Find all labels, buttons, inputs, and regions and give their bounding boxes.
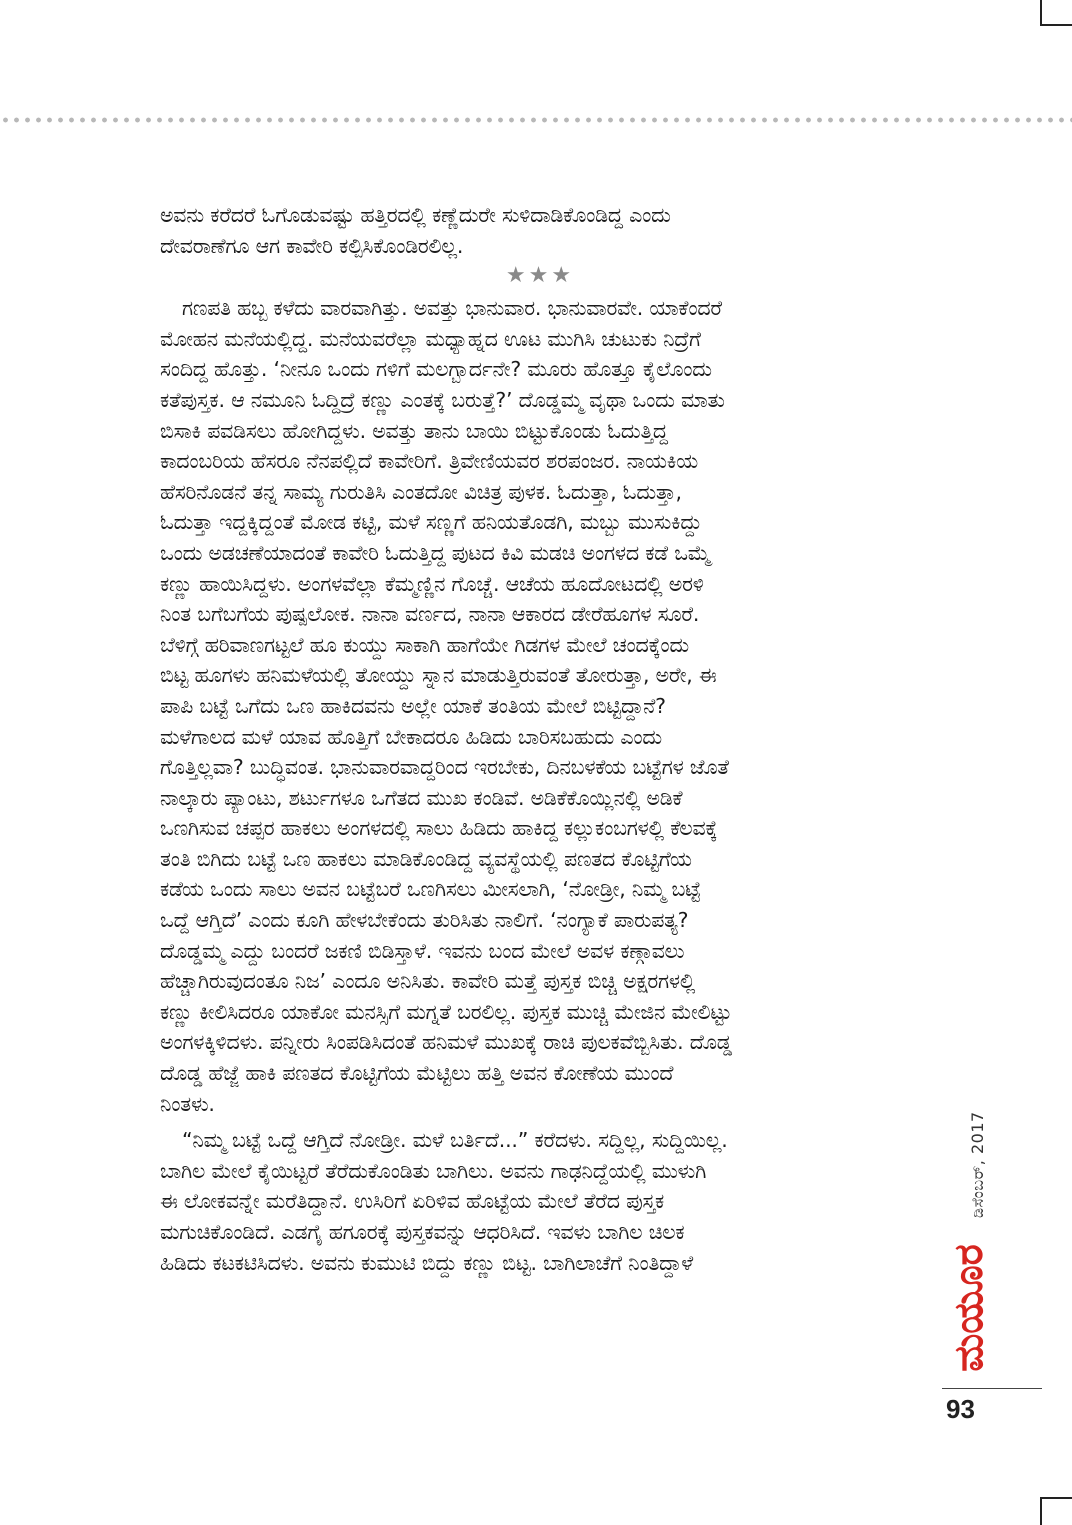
- text-line: ಒಣಗಿಸುವ ಚಪ್ಪರ ಹಾಕಲು ಅಂಗಳದಲ್ಲಿ ಸಾಲು ಹಿಡಿದು ಹಾಕಿದ್ದ ಕಲ್ಲುಕಂಬಗಳಲ್ಲಿ ಕೆಲವಕ್ಕೆ: [160, 816, 718, 841]
- text-line: ಅಂಗಳಕ್ಕಿಳಿದಳು. ಪನ್ನೀರು ಸಿಂಪಡಿಸಿದಂತೆ ಹನಿಮಳೆ ಮುಖಕ್ಕೆ ರಾಚಿ ಪುಲಕವೆಬ್ಬಿಸಿತು. ದೊಡ್ಡ: [160, 1030, 732, 1055]
- text-line: ಕಣ್ಣು ಹಾಯಿಸಿದ್ದಳು. ಅಂಗಳವೆಲ್ಲಾ ಕೆಮ್ಮಣ್ಣಿನ ಗೊಚ್ಚೆ. ಆಚೆಯ ಹೂದೋಟದಲ್ಲಿ ಅರಳಿ: [160, 571, 704, 596]
- page-number-rule: [942, 1388, 1042, 1389]
- paragraph-3: [160, 1125, 920, 1278]
- text-line: ಗಣಪತಿ ಹಬ್ಬ ಕಳೆದು ವಾರವಾಗಿತ್ತು. ಅವತ್ತು ಭಾನುವಾರ. ಭಾನುವಾರವೇ. ಯಾಕೆಂದರೆ: [182, 296, 722, 321]
- issue-date: ಡಿಸೆಂಬರ್, 2017: [968, 1111, 987, 1218]
- text-line: ನಾಲ್ಕಾರು ಪ್ಯಾಂಟು, ಶರ್ಟುಗಳೂ ಒಗೆತದ ಮುಖ ಕಂಡಿವೆ. ಅಡಿಕೆಕೊಯ್ಲಿನಲ್ಲಿ ಅಡಿಕೆ: [160, 785, 683, 810]
- text-line: ಕತೆಪುಸ್ತಕ. ಆ ನಮೂನಿ ಓದ್ದಿದ್ರೆ ಕಣ್ಣು ಎಂತಕ್ಕೆ ಬರುತ್ತೆ?’ ದೊಡ್ಡಮ್ಮ ವೃಥಾ ಒಂದು ಮಾತು: [160, 387, 725, 412]
- text-line: ಈ ಲೋಕವನ್ನೇ ಮರೆತಿದ್ದಾನೆ. ಉಸಿರಿಗೆ ಏರಿಳಿವ ಹೊಟ್ಟೆಯ ಮೇಲೆ ತೆರೆದ ಪುಸ್ತಕ: [160, 1189, 665, 1214]
- text-line: ಸಂದಿದ್ದ ಹೊತ್ತು. ‘ನೀನೂ ಒಂದು ಗಳಿಗೆ ಮಲಗ್ಬಾರ್ದನೇ? ಮೂರು ಹೊತ್ತೂ ಕೈಲೊಂದು: [160, 357, 712, 382]
- text-line: ನಿಂತಳು.: [160, 1091, 215, 1116]
- text-line: ಗೊತ್ತಿಲ್ಲವಾ? ಬುದ್ಧಿವಂತ. ಭಾನುವಾರವಾದ್ದರಿಂದ ಇರಬೇಕು, ದಿನಬಳಕೆಯ ಬಟ್ಟೆಗಳ ಜೊತೆ: [160, 755, 729, 780]
- text-line: ಬೆಳಿಗ್ಗೆ ಹರಿವಾಣಗಟ್ಟಲೆ ಹೂ ಕುಯ್ದು ಸಾಕಾಗಿ ಹಾಗೆಯೇ ಗಿಡಗಳ ಮೇಲೆ ಚಂದಕ್ಕೆಂದು: [160, 632, 690, 657]
- text-line: ಬಾಗಿಲ ಮೇಲೆ ಕೈಯಿಟ್ಟರೆ ತೆರೆದುಕೊಂಡಿತು ಬಾಗಿಲು. ಅವನು ಗಾಢನಿದ್ದೆಯಲ್ಲಿ ಮುಳುಗಿ: [160, 1158, 707, 1183]
- crop-mark-top-right: [1040, 0, 1072, 26]
- crop-mark-bottom-right: [1040, 1497, 1072, 1525]
- page-number: 93: [946, 1394, 975, 1424]
- text-line: ಓದುತ್ತಾ ಇದ್ದಕ್ಕಿದ್ದಂತೆ ಮೋಡ ಕಟ್ಟಿ, ಮಳೆ ಸಣ್ಣಗೆ ಹನಿಯತೊಡಗಿ, ಮಬ್ಬು ಮುಸುಕಿದ್ದು: [160, 510, 702, 535]
- text-line: ದೇವರಾಣೆಗೂ ಆಗ ಕಾವೇರಿ ಕಲ್ಪಿಸಿಕೊಂಡಿರಲಿಲ್ಲ.: [160, 233, 464, 258]
- text-line: ಕಾದಂಬರಿಯ ಹೆಸರೂ ನೆನಪಲ್ಲಿದೆ ಕಾವೇರಿಗೆ. ತ್ರಿವೇಣಿಯವರ ಶರಪಂಜರ. ನಾಯಕಿಯ: [160, 449, 698, 474]
- dotted-header-rule: [0, 117, 1072, 123]
- section-separator-stars: ★★★: [505, 263, 575, 289]
- text-line: ದೊಡ್ಡ ಹೆಜ್ಜೆ ಹಾಕಿ ಪಣತದ ಕೊಟ್ಟಿಗೆಯ ಮೆಟ್ಟಿಲು ಹತ್ತಿ ಅವನ ಕೋಣೆಯ ಮುಂದೆ: [160, 1061, 674, 1086]
- magazine-masthead-logo: [942, 1238, 994, 1378]
- magazine-masthead-text: ಮಯೂರ: [946, 1244, 992, 1372]
- text-line: ಮಳೆಗಾಲದ ಮಳೆ ಯಾವ ಹೊತ್ತಿಗೆ ಬೇಕಾದರೂ ಹಿಡಿದು ಬಾರಿಸಬಹುದು ಎಂದು: [160, 724, 662, 749]
- text-line: ಒಂದು ಅಡಚಣೆಯಾದಂತೆ ಕಾವೇರಿ ಓದುತ್ತಿದ್ದ ಪುಟದ ಕಿವಿ ಮಡಚಿ ಅಂಗಳದ ಕಡೆ ಒಮ್ಮೆ: [160, 540, 711, 565]
- text-line: ಅವನು ಕರೆದರೆ ಓಗೊಡುವಷ್ಟು ಹತ್ತಿರದಲ್ಲಿ ಕಣ್ಣೆದುರೇ ಸುಳಿದಾಡಿಕೊಂಡಿದ್ದ ಎಂದು: [160, 203, 671, 227]
- paragraph-2: [160, 293, 920, 1119]
- text-line: ದೊಡ್ಡಮ್ಮ ಎದ್ದು ಬಂದರೆ ಜಕಣಿ ಬಿಡಿಸ್ತಾಳೆ. ಇವನು ಬಂದ ಮೇಲೆ ಅವಳ ಕಣ್ಗಾವಲು: [160, 938, 685, 963]
- text-line: ತಂತಿ ಬಿಗಿದು ಬಟ್ಟೆ ಒಣ ಹಾಕಲು ಮಾಡಿಕೊಂಡಿದ್ದ ವ್ಯವಸ್ಥೆಯಲ್ಲಿ ಪಣತದ ಕೊಟ್ಟಿಗೆಯ: [160, 846, 692, 871]
- article-body: [160, 200, 920, 1278]
- text-line: ಒದ್ದೆ ಆಗ್ತಿದೆ’ ಎಂದು ಕೂಗಿ ಹೇಳಬೇಕೆಂದು ತುರಿಸಿತು ನಾಲಿಗೆ. ‘ನಂಗ್ಯಾಕೆ ಪಾರುಪತ್ಯ?: [160, 908, 689, 933]
- text-line: “ನಿಮ್ಮ ಬಟ್ಟೆ ಒದ್ದೆ ಆಗ್ತಿದೆ ನೋಡ್ರೀ. ಮಳೆ ಬರ್ತಿದೆ...” ಕರೆದಳು. ಸದ್ದಿಲ್ಲ, ಸುದ್ದಿಯಿಲ್ಲ.: [182, 1128, 728, 1153]
- text-line: ಮೋಹನ ಮನೆಯಲ್ಲಿದ್ದ. ಮನೆಯವರೆಲ್ಲಾ ಮಧ್ಯಾಹ್ನದ ಊಟ ಮುಗಿಸಿ ಚುಟುಕು ನಿದ್ರೆಗೆ: [160, 326, 701, 351]
- text-line: ಬಿಸಾಕಿ ಪವಡಿಸಲು ಹೋಗಿದ್ದಳು. ಅವತ್ತು ತಾನು ಬಾಯಿ ಬಿಟ್ಟುಕೊಂಡು ಓದುತ್ತಿದ್ದ: [160, 418, 668, 443]
- text-line: ಹೆಸರಿನೊಡನೆ ತನ್ನ ಸಾಮ್ಯ ಗುರುತಿಸಿ ಎಂತದೋ ವಿಚಿತ್ರ ಪುಳಕ. ಓದುತ್ತಾ, ಓದುತ್ತಾ,: [160, 479, 682, 504]
- text-line: ಪಾಪಿ ಬಟ್ಟೆ ಒಗೆದು ಒಣ ಹಾಕಿದವನು ಅಲ್ಲೇ ಯಾಕೆ ತಂತಿಯ ಮೇಲೆ ಬಿಟ್ಟಿದ್ದಾನೆ?: [160, 693, 666, 718]
- text-line: ಹಿಡಿದು ಕಟಕಟಿಸಿದಳು. ಅವನು ಕುಮುಟಿ ಬಿದ್ದು ಕಣ್ಣು ಬಿಟ್ಟ. ಬಾಗಿಲಾಚೆಗೆ ನಿಂತಿದ್ದಾಳೆ: [160, 1250, 694, 1275]
- text-line: ಹೆಚ್ಚಾಗಿರುವುದಂತೂ ನಿಜ’ ಎಂದೂ ಅನಿಸಿತು. ಕಾವೇರಿ ಮತ್ತೆ ಪುಸ್ತಕ ಬಿಚ್ಚಿ ಅಕ್ಷರಗಳಲ್ಲಿ: [160, 969, 696, 994]
- text-line: ಕಡೆಯ ಒಂದು ಸಾಲು ಅವನ ಬಟ್ಟೆಬರೆ ಒಣಗಿಸಲು ಮೀಸಲಾಗಿ, ‘ನೋಡ್ರೀ, ನಿಮ್ಮ ಬಟ್ಟೆ: [160, 877, 701, 902]
- text-line: ಕಣ್ಣು ಕೀಲಿಸಿದರೂ ಯಾಕೋ ಮನಸ್ಸಿಗೆ ಮಗ್ನತೆ ಬರಲಿಲ್ಲ. ಪುಸ್ತಕ ಮುಚ್ಚಿ ಮೇಜಿನ ಮೇಲಿಟ್ಟು: [160, 999, 732, 1024]
- page-sidebar: [942, 1098, 994, 1378]
- text-line: ಬಿಟ್ಟ ಹೂಗಳು ಹನಿಮಳೆಯಲ್ಲಿ ತೋಯ್ದು ಸ್ನಾನ ಮಾಡುತ್ತಿರುವಂತೆ ತೋರುತ್ತಾ, ಅರೇ, ಈ: [160, 663, 717, 688]
- paragraph-1: [160, 200, 920, 261]
- text-line: ನಿಂತ ಬಗೆಬಗೆಯ ಪುಷ್ಪಲೋಕ. ನಾನಾ ವರ್ಣದ, ನಾನಾ ಆಕಾರದ ಡೇರೆಹೂಗಳ ಸೂರೆ.: [160, 602, 700, 627]
- text-line: ಮಗುಚಿಕೊಂಡಿದೆ. ಎಡಗೈ ಹಗೂರಕ್ಕೆ ಪುಸ್ತಕವನ್ನು ಆಧರಿಸಿದೆ. ಇವಳು ಬಾಗಿಲ ಚಿಲಕ: [160, 1220, 685, 1244]
